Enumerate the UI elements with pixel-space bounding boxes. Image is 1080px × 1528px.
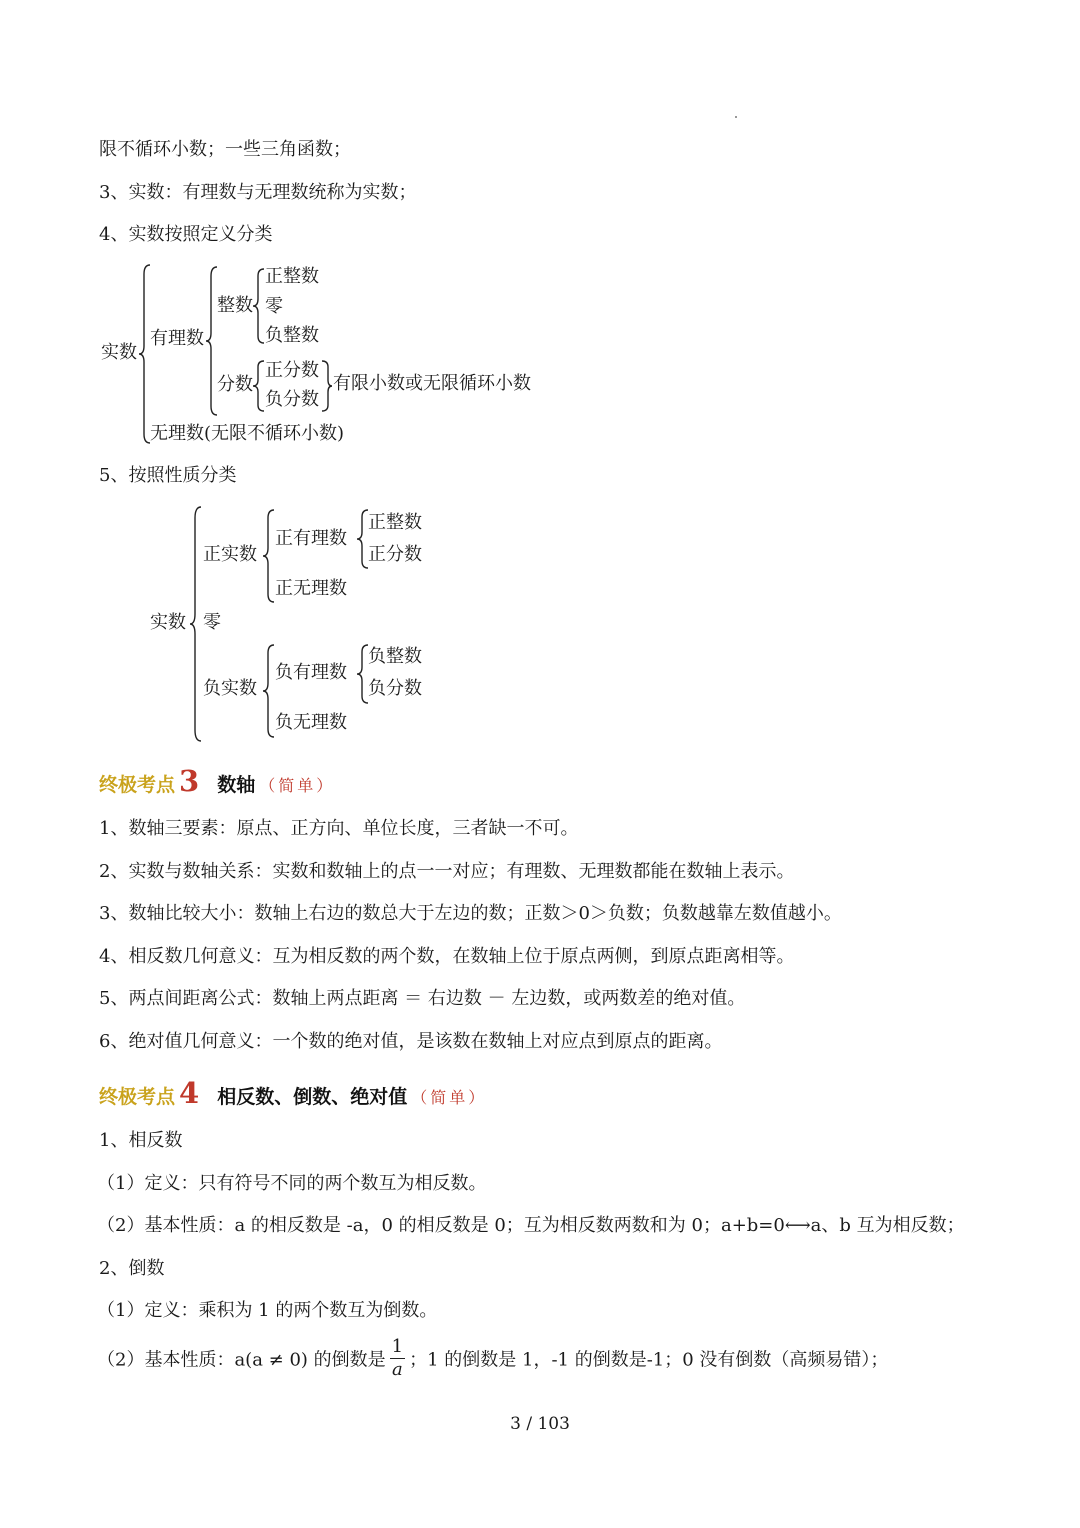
reciprocal-text-a: （2）基本性质：a(a ≠ 0) 的倒数是 [97,1349,386,1371]
definition-line: （1）定义：乘积为 1 的两个数互为倒数。 [97,1300,438,1321]
tree-node: 正有理数 [275,528,347,549]
tree-leaf: 零 [265,296,283,317]
text-line: 3、实数：有理数与无理数统称为实数； [99,182,417,203]
brace [252,268,266,344]
property-line-reciprocal [97,1338,888,1383]
brace [138,264,152,444]
tree-node: 负有理数 [275,662,347,683]
brace [262,509,276,603]
tree-node: 正无理数 [275,578,347,599]
heading-title: 数轴 [217,774,256,796]
list-item: 6、绝对值几何意义：一个数的绝对值，是该数在数轴上对应点到原点的距离。 [99,1031,723,1052]
tree-node: 零 [203,612,221,633]
text-line: 5、按照性质分类 [99,465,237,486]
subsection-title: 1、相反数 [99,1130,183,1151]
stray-dot [735,116,737,118]
tree-leaf: 正分数 [265,360,319,381]
tree-leaf: 负分数 [265,389,319,410]
tree-node: 整数 [217,295,253,316]
list-item: 3、数轴比较大小：数轴上右边的数总大于左边的数；正数＞0＞负数；负数越靠左数值越小。 [99,903,842,924]
tree-leaf: 负整数 [265,325,319,346]
property-line: （2）基本性质：a 的相反数是 -a，0 的相反数是 0；互为相反数两数和为 0；a+b=0⟷a、b 互为相反数； [97,1215,965,1236]
definition-line: （1）定义：只有符号不同的两个数互为相反数。 [97,1173,487,1194]
heading-number: 4 [179,1076,200,1110]
page-number: 3 / 103 [510,1414,570,1434]
tree-node: 无理数(无限不循环小数) [150,423,345,444]
fraction-denominator: a [392,1359,403,1380]
tree-leaf: 正整数 [265,266,319,287]
tree-leaf: 负整数 [368,646,422,667]
list-item: 1、数轴三要素：原点、正方向、单位长度，三者缺一不可。 [99,818,579,839]
list-item: 5、两点间距离公式：数轴上两点距离 ＝ 右边数 － 左边数，或两数差的绝对值。 [99,988,746,1009]
section-heading-3 [99,764,335,798]
list-item: 2、实数与数轴关系：实数和数轴上的点一一对应；有理数、无理数都能在数轴上表示。 [99,861,795,882]
brace [252,360,266,412]
tree-node: 分数 [217,374,253,395]
heading-prefix: 终极考点 [99,774,176,796]
text-line: 4、实数按照定义分类 [99,224,273,245]
difficulty-badge: （简单） [259,776,336,795]
heading-title: 相反数、倒数、绝对值 [217,1086,408,1108]
tree-node: 负无理数 [275,712,347,733]
list-item: 4、相反数几何意义：互为相反数的两个数，在数轴上位于原点两侧，到原点距离相等。 [99,946,795,967]
reciprocal-text-b: ；1 的倒数是 1，-1 的倒数是-1；0 没有倒数（高频易错）； [409,1349,889,1371]
tree-leaf: 负分数 [368,678,422,699]
heading-number: 3 [179,764,200,798]
fraction-numerator: 1 [391,1336,404,1357]
tree-node: 正实数 [203,544,257,565]
tree-root: 实数 [101,342,137,363]
heading-prefix: 终极考点 [99,1086,176,1108]
tree-node: 负实数 [203,678,257,699]
brace [189,506,203,742]
tree-leaf: 正整数 [368,512,422,533]
tree-leaf: 正分数 [368,544,422,565]
fraction-one-over-a [390,1336,405,1381]
subsection-title: 2、倒数 [99,1258,165,1279]
difficulty-badge: （简单） [411,1088,488,1107]
tree-node: 有理数 [150,328,204,349]
tree-note: 有限小数或无限循环小数 [333,373,531,394]
text-line: 限不循环小数；一些三角函数； [99,139,351,160]
section-heading-4 [99,1076,487,1110]
brace-closing [321,360,333,412]
brace [262,644,276,738]
tree-root: 实数 [150,612,186,633]
